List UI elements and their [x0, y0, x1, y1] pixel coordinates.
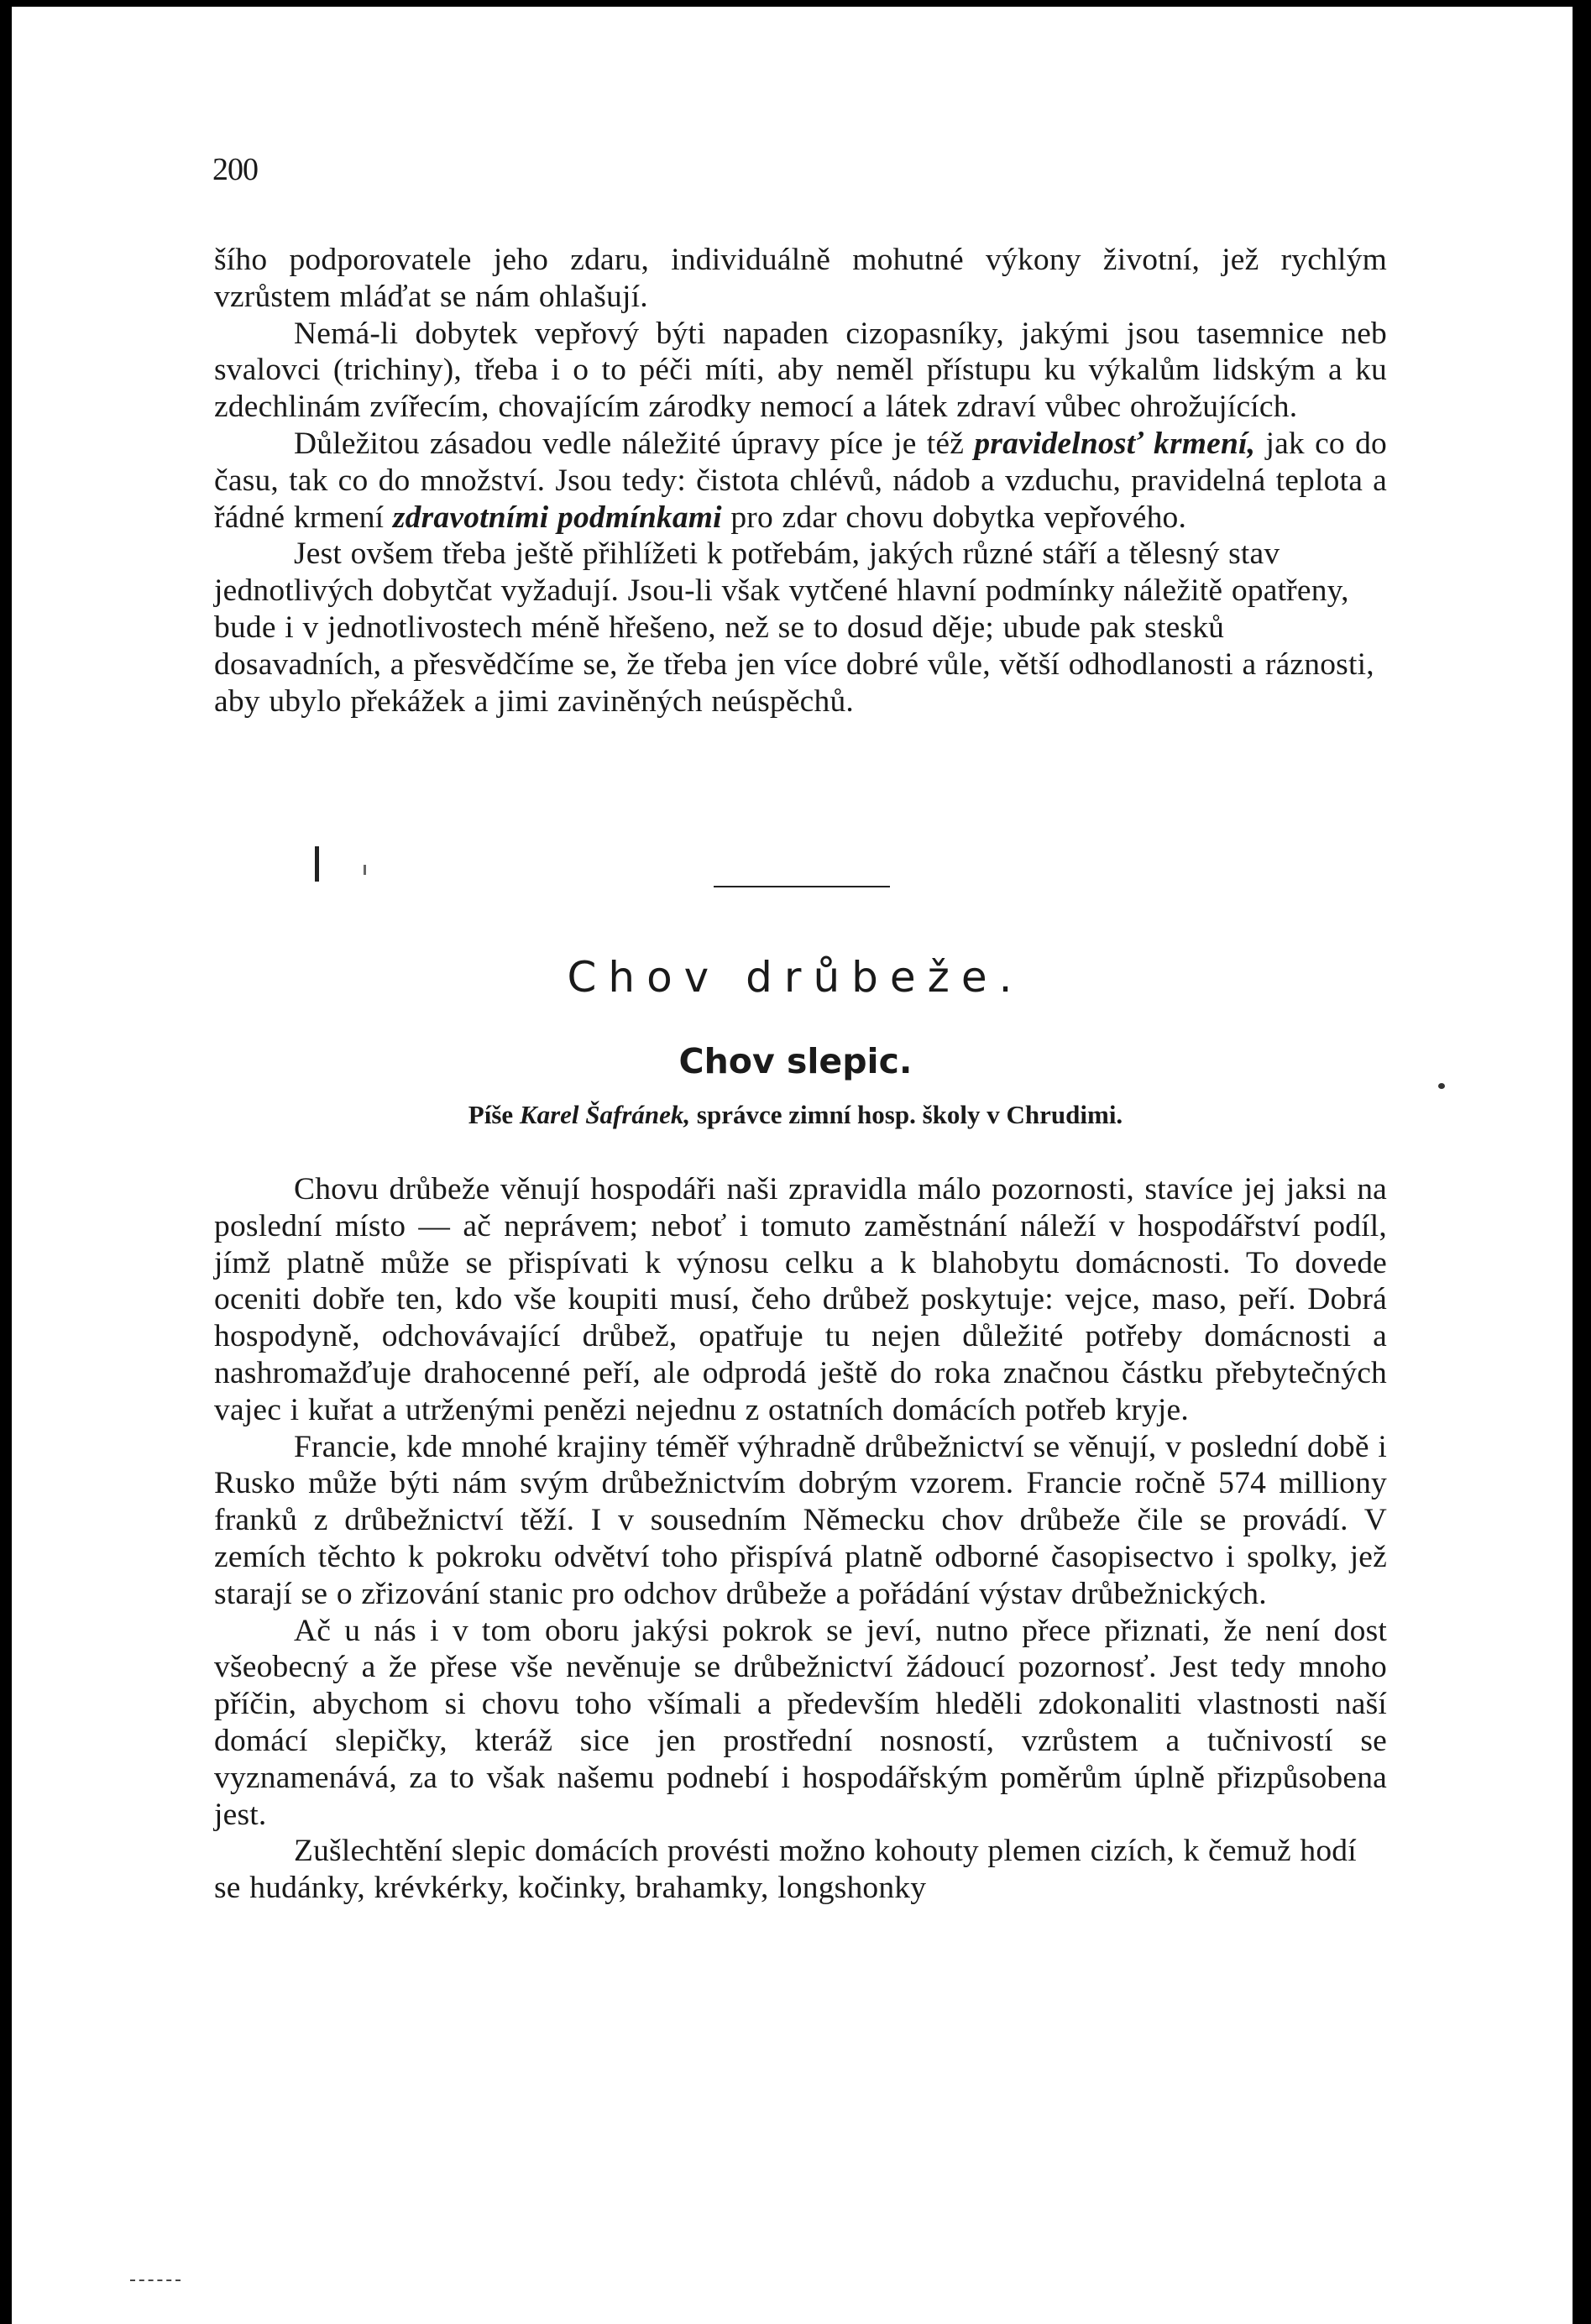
edge-scan-mark [130, 2280, 181, 2281]
paragraph: Francie, kde mnohé krajiny téměř výhradně drůbežnictví se věnují, v poslední době i Rusko může býti nám svým drůbežnictvím dobrým vzorem. Francie ročně 574 milliony franků z drůbežnictví těží. I v sousedním Německu chov drůbeže čile se provádí. V zemích těchto k pokroku odvětví toho přispívá platně odborné časopisectvo i spolky, jež starají se o zřizování stanic pro odchov drůbeže a pořádání výstav drůbežnických. [214, 1429, 1387, 1611]
stray-ink-mark [364, 865, 366, 875]
section-divider [714, 886, 890, 887]
byline-prefix: Píše [468, 1100, 520, 1129]
stray-ink-mark [315, 846, 319, 882]
italic-emphasis: pravidelnosť krmení, [974, 426, 1256, 461]
paragraph: Nemá-li dobytek vepřový býti napaden cizopasníky, jakými jsou tasemnice neb svalovci (trichiny), třeba i o to péči míti, aby neměl přístupu ku výkalům lidským a ku zdechlinám zvířecím, chovajícím zárodky nemocí a látek zdraví vůbec ohrožujících. [214, 316, 1387, 425]
scan-border-right [1573, 0, 1591, 2324]
scan-border-left [0, 0, 12, 2324]
author-name: Karel Šafránek, [519, 1100, 691, 1129]
paragraph: Jest ovšem třeba ještě přihlížeti k potřebám, jakých různé stáří a tělesný stav jednotlivých dobytčat vyžadují. Jsou-li však vytčené hlavní podmínky náležitě opatřeny, bude i v jednotlivostech méně hřešeno, než se to dosud děje; ubude pak stesků dosavadních, a přesvědčíme se, že třeba jen více dobré vůle, větší odhodlanosti a ráznosti, aby ubylo překážek a jimi zaviněných neúspěchů. [214, 537, 1374, 719]
italic-emphasis: zdravotními podmínkami [392, 500, 722, 535]
paragraph: Ač u nás i v tom oboru jakýsi pokrok se jeví, nutno přece přiznati, že není dost všeobecný a že přese vše nevěnuje se drůbežnictví žádoucí pozornosť. Jest tedy mnoho příčin, abychom si chovu toho všímali a především hleděli zdokonaliti vlastnosti naší domácí slepičky, kteráž sice jen prostřední nosností, vzrůstem a tučnivostí se vyznamenává, za to však našemu podnebí i hospodářským poměrům úplně přizpůsobena jest. [214, 1613, 1387, 1832]
paragraph [214, 426, 1387, 536]
author-byline [0, 1100, 1591, 1130]
text-run: Důležitou zásadou vedle náležité úpravy píce je též [294, 426, 975, 461]
byline-suffix: správce zimní hosp. školy v Chrudimi. [690, 1100, 1123, 1129]
paragraph: Chovu drůbeže věnují hospodáři naši zpravidla málo pozornosti, stavíce jej jaksi na poslední místo — ač neprávem; neboť i tomuto zaměstnání náleží v hospodářství podíl, jímž platně může se přispívati k výnosu celku a k blahobytu domácnosti. To dovede oceniti dobře ten, kdo vše koupiti musí, čeho drůbež poskytuje: vejce, maso, peří. Dobrá hospodyně, odchovávající drůbež, opatřuje tu nejen důležité potřeby domácnosti a nashromažďuje drahocenné peří, ale odprodá ještě do roka značnou částku přebytečných vajec i kuřat a utrženými penězi nejednu z ostatních domácích potřeb kryje. [214, 1172, 1387, 1427]
paragraph: Zušlechtění slepic domácích provésti možno kohouty plemen cizích, k čemuž hodí se hudánky, krévkérky, kočinky, brahamky, longshonky [214, 1834, 1357, 1906]
bottom-text-section [214, 1171, 1387, 1907]
top-text-section [214, 242, 1387, 720]
chapter-heading: Chov drůbeže. [567, 953, 1024, 1002]
text-run: pro zdar chovu dobytka vepřového. [721, 500, 1187, 535]
ink-speck [1438, 1083, 1445, 1089]
scan-border-top [0, 0, 1591, 7]
text-run: jak co do času, tak co do množství. Jsou tedy: čistota chlévů, nádob a vzduchu, pravidelná teplota a řádné krmení [214, 426, 1388, 535]
section-heading: Chov slepic. [678, 1041, 913, 1081]
paragraph: šího podporovatele jeho zdaru, individuálně mohutné výkony životní, jež rychlým vzrůstem mláďat se nám ohlašují. [214, 243, 1387, 314]
page-number: 200 [212, 152, 258, 187]
